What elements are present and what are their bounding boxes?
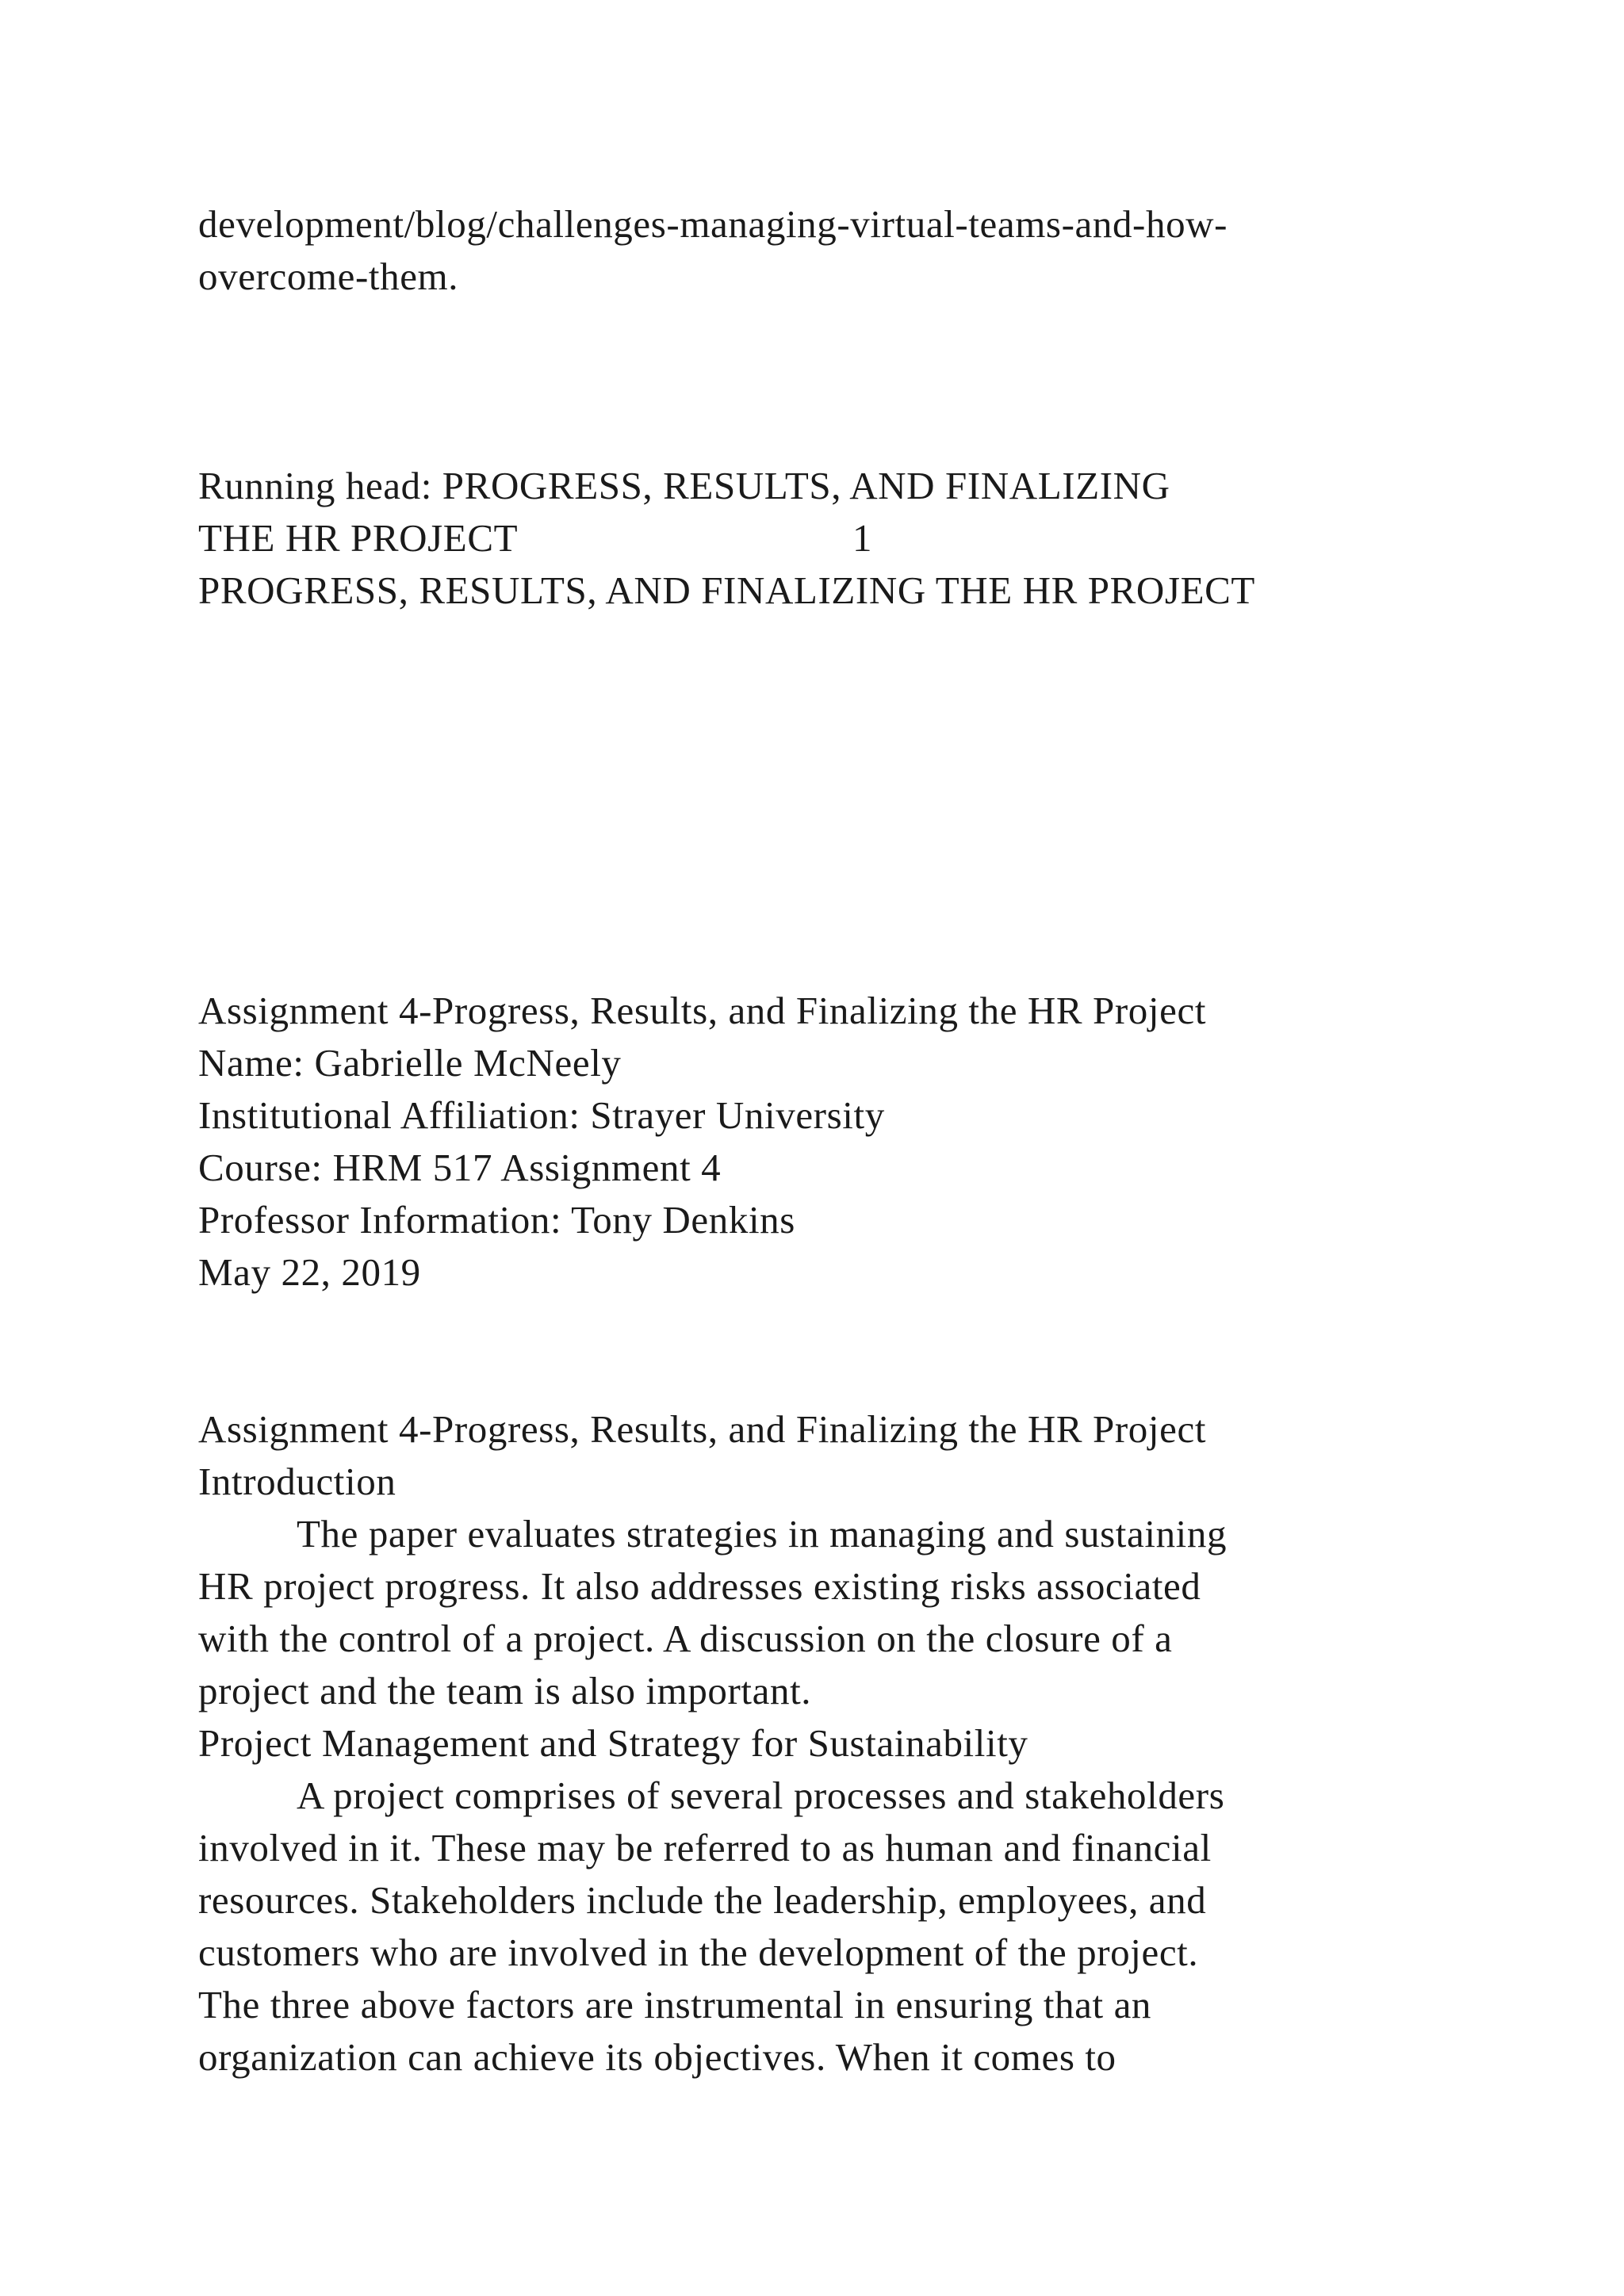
title-block-date: May 22, 2019 [198, 1250, 421, 1294]
intro-line: project and the team is also important. [198, 1669, 812, 1712]
url-fragment-line-1: development/blog/challenges-managing-virtual-teams-and-how- [198, 202, 1228, 246]
intro-heading: Introduction [198, 1460, 396, 1503]
running-head-line-3: PROGRESS, RESULTS, AND FINALIZING THE HR PROJECT [198, 568, 1255, 612]
intro-line: HR project progress. It also addresses existing risks associated [198, 1564, 1201, 1608]
running-head-line-1: Running head: PROGRESS, RESULTS, AND FINALIZING [198, 464, 1170, 507]
title-block-name: Name: Gabrielle McNeely [198, 1041, 622, 1085]
section-line: A project comprises of several processes and stakeholders [297, 1774, 1225, 1817]
section-line: involved in it. These may be referred to as human and financial [198, 1826, 1212, 1869]
intro-line: with the control of a project. A discussion on the closure of a [198, 1617, 1173, 1660]
section-line: customers who are involved in the development of the project. [198, 1931, 1199, 1974]
section-line: organization can achieve its objectives. When it comes to [198, 2035, 1116, 2079]
body-title: Assignment 4-Progress, Results, and Finalizing the HR Project [198, 1407, 1207, 1451]
intro-line: The paper evaluates strategies in managing and sustaining [297, 1512, 1228, 1556]
title-block-title: Assignment 4-Progress, Results, and Finalizing the HR Project [198, 989, 1207, 1032]
title-block-professor: Professor Information: Tony Denkins [198, 1198, 795, 1242]
section-line: The three above factors are instrumental in ensuring that an [198, 1983, 1152, 2026]
section-line: resources. Stakeholders include the leadership, employees, and [198, 1878, 1207, 1922]
title-block-course: Course: HRM 517 Assignment 4 [198, 1146, 722, 1189]
page-number: 1 [852, 516, 872, 560]
running-head-line-2: THE HR PROJECT [198, 516, 519, 560]
section-heading: Project Management and Strategy for Sustainability [198, 1721, 1028, 1765]
url-fragment-line-2: overcome-them. [198, 254, 459, 298]
title-block-affiliation: Institutional Affiliation: Strayer University [198, 1093, 885, 1137]
